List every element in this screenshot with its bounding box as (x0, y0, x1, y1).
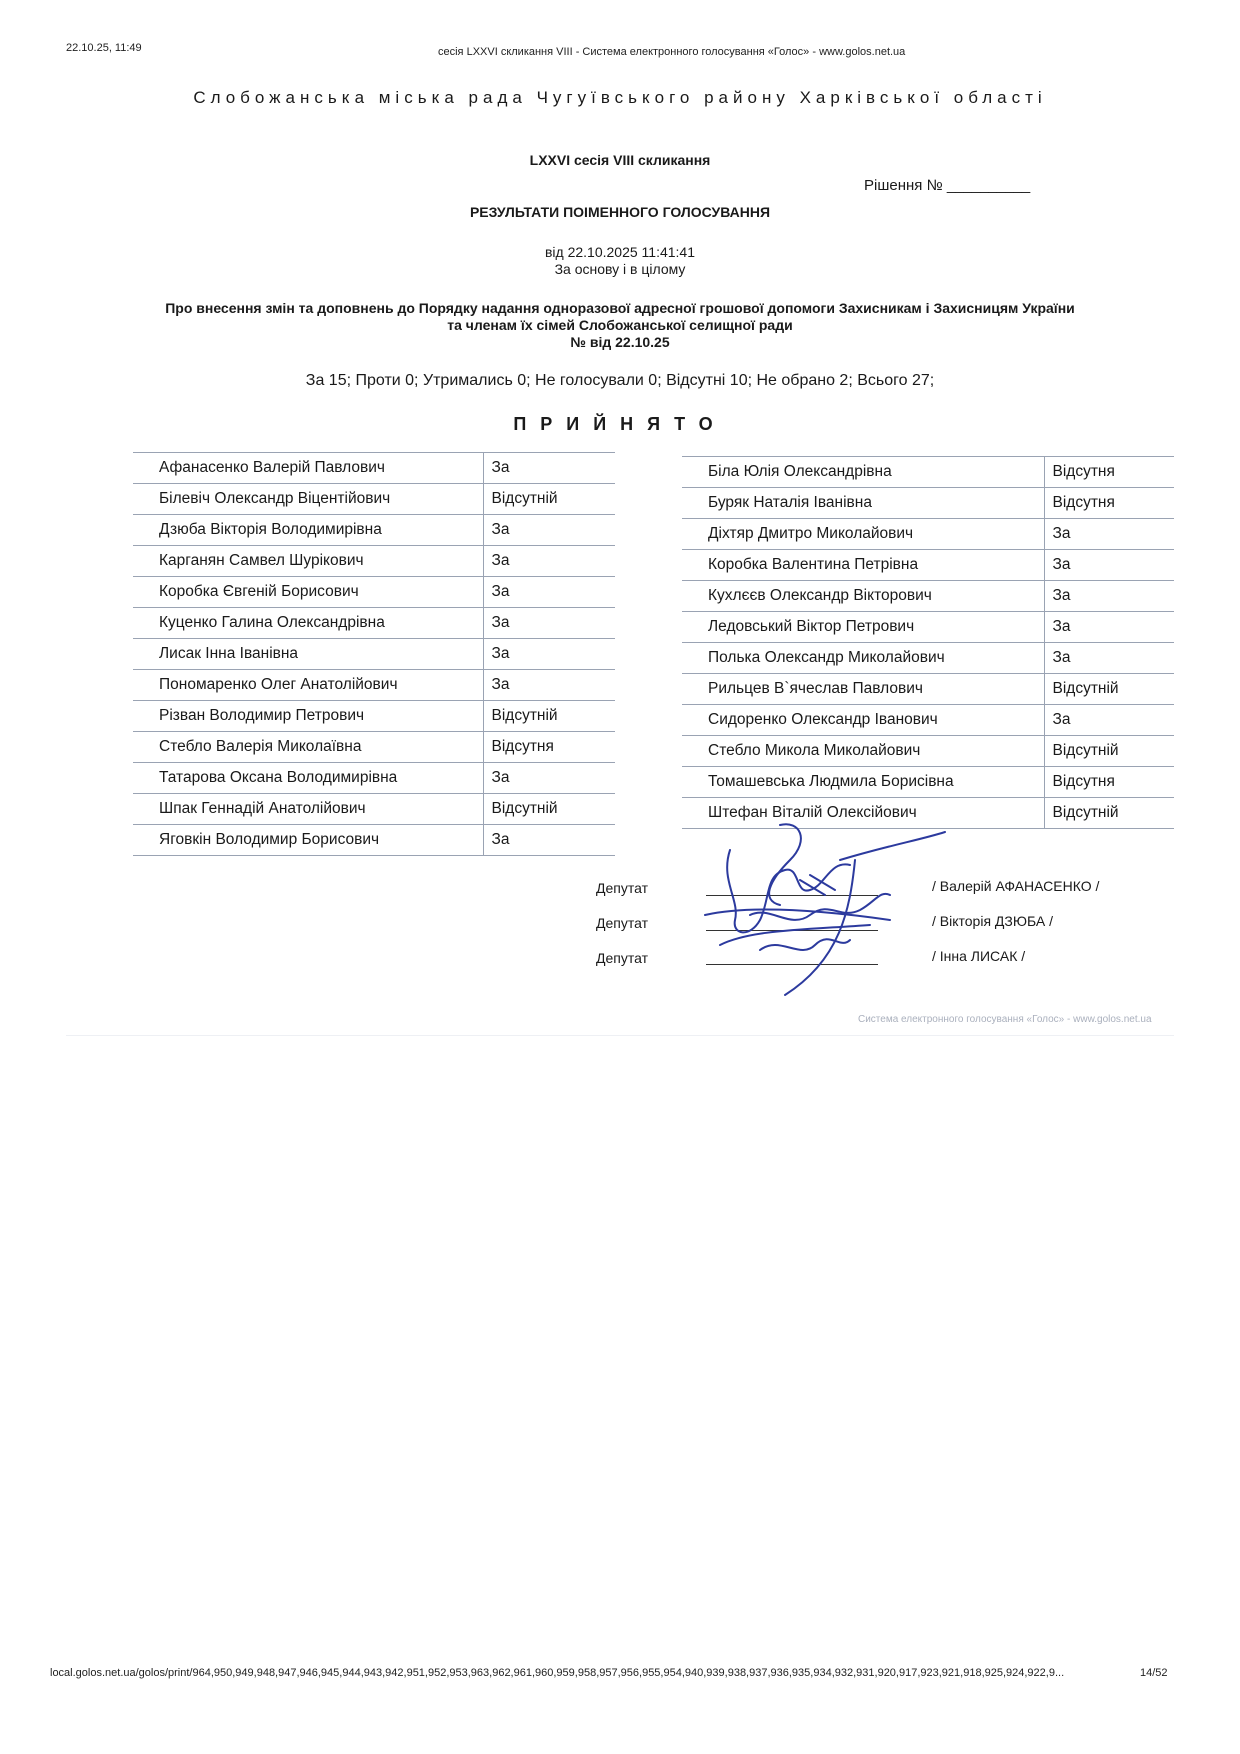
vote-status: За (1044, 550, 1174, 581)
deputy-name: Шпак Геннадій Анатолійович (133, 794, 483, 825)
vote-status: Відсутній (1044, 674, 1174, 705)
results-title: РЕЗУЛЬТАТИ ПОІМЕННОГО ГОЛОСУВАННЯ (469, 204, 771, 220)
vote-status: Відсутній (1044, 798, 1174, 829)
deputy-name: Татарова Оксана Володимирівна (133, 763, 483, 794)
deputy-name: Лисак Інна Іванівна (133, 639, 483, 670)
vote-status: За (483, 670, 615, 701)
vote-row (133, 794, 615, 825)
vote-row (682, 736, 1174, 767)
deputy-name: Афанасенко Валерій Павлович (133, 453, 483, 484)
vote-row (133, 763, 615, 794)
decision-number: Рішення № __________ (864, 177, 1031, 194)
deputy-name: Біла Юлія Олександрівна (682, 457, 1044, 488)
deputy-name: Стебло Валерія Миколаївна (133, 732, 483, 763)
vote-status: Відсутня (483, 732, 615, 763)
vote-row (133, 484, 615, 515)
vote-date: від 22.10.2025 11:41:41 (544, 244, 696, 260)
vote-result: ПРИЙНЯТО (513, 414, 727, 434)
vote-row (682, 550, 1174, 581)
deputy-name: Томашевська Людмила Борисівна (682, 767, 1044, 798)
vote-status: Відсутня (1044, 767, 1174, 798)
deputy-name-2: / Вікторія ДЗЮБА / (932, 913, 1053, 929)
deputy-name: Штефан Віталій Олексійович (682, 798, 1044, 829)
vote-status: Відсутній (483, 484, 615, 515)
deputy-name: Буряк Наталія Іванівна (682, 488, 1044, 519)
vote-status: За (483, 453, 615, 484)
vote-summary: За 15; Проти 0; Утримались 0; Не голосували 0; Відсутні 10; Не обрано 2; Всього 27; (305, 372, 935, 389)
vote-row (133, 639, 615, 670)
vote-row (682, 643, 1174, 674)
system-footer: Система електронного голосування «Голос» - www.golos.net.ua (858, 1014, 1152, 1025)
deputy-name: Пономаренко Олег Анатолійович (133, 670, 483, 701)
vote-basis: За основу і в цілому (554, 261, 686, 277)
print-page-title: сесія LXXVI скликання VIII - Система електронного голосування «Голос» - www.golos.net.ua (438, 46, 906, 58)
session-title: LXXVI сесія VIII скликання (529, 152, 711, 168)
vote-row (133, 608, 615, 639)
deputy-name: Різван Володимир Петрович (133, 701, 483, 732)
vote-status: За (483, 515, 615, 546)
vote-row (682, 581, 1174, 612)
print-url: local.golos.net.ua/golos/print/964,950,949,948,947,946,945,944,943,942,951,952,953,963,962,961,960,959,958,957,956,955,954,940,939,938,937,936,935,934,932,931,920,917,923,921,918,925,924,922,9... (50, 1667, 1065, 1679)
vote-status: За (483, 577, 615, 608)
vote-status: За (1044, 705, 1174, 736)
deputy-name: Дзюба Вікторія Володимирівна (133, 515, 483, 546)
deputy-name: Куценко Галина Олександрівна (133, 608, 483, 639)
vote-status: За (1044, 643, 1174, 674)
vote-row (133, 577, 615, 608)
deputy-name: Коробка Євгеній Борисович (133, 577, 483, 608)
vote-status: Відсутній (483, 794, 615, 825)
vote-row (133, 670, 615, 701)
vote-status: За (483, 763, 615, 794)
vote-status: Відсутній (1044, 736, 1174, 767)
deputy-name: Стебло Микола Миколайович (682, 736, 1044, 767)
vote-row (682, 457, 1174, 488)
subject-line-3: № від 22.10.25 (570, 334, 670, 350)
deputy-name-1: / Валерій АФАНАСЕНКО / (932, 878, 1100, 894)
subject-line-1: Про внесення змін та доповнень до Порядку надання одноразової адресної грошової допомоги Захисникам і Захисницям України (165, 300, 1075, 316)
vote-row (682, 519, 1174, 550)
deputy-name: Рильцев В`ячеслав Павлович (682, 674, 1044, 705)
vote-row (682, 674, 1174, 705)
vote-status: Відсутній (483, 701, 615, 732)
deputy-label-1: Депутат (596, 880, 648, 896)
footer-divider (66, 1035, 1174, 1036)
deputy-name-3: / Інна ЛИСАК / (932, 948, 1026, 964)
deputy-name: Яговкін Володимир Борисович (133, 825, 483, 856)
print-datetime: 22.10.25, 11:49 (66, 42, 142, 54)
vote-status: Відсутня (1044, 488, 1174, 519)
deputy-name: Ледовський Віктор Петрович (682, 612, 1044, 643)
vote-row (133, 546, 615, 577)
deputy-name: Кухлєєв Олександр Вікторович (682, 581, 1044, 612)
deputy-name: Карганян Самвел Шурікович (133, 546, 483, 577)
council-name: Слобожанська міська рада Чугуївського району Харківської області (193, 88, 1047, 107)
vote-status: За (1044, 581, 1174, 612)
deputy-name: Коробка Валентина Петрівна (682, 550, 1044, 581)
vote-status: За (1044, 612, 1174, 643)
vote-row (682, 705, 1174, 736)
vote-table-right (682, 456, 1174, 829)
vote-status: За (483, 608, 615, 639)
vote-row (682, 612, 1174, 643)
vote-status: За (1044, 519, 1174, 550)
vote-row (133, 732, 615, 763)
vote-table-left (133, 452, 615, 856)
deputy-label-2: Депутат (596, 915, 648, 931)
deputy-name: Білевіч Олександр Віцентійович (133, 484, 483, 515)
page-number: 14/52 (1140, 1667, 1168, 1679)
vote-status: За (483, 546, 615, 577)
subject-line-2: та членам їх сімей Слобожанської селищної ради (447, 317, 793, 333)
deputy-name: Сидоренко Олександр Іванович (682, 705, 1044, 736)
vote-status: За (483, 639, 615, 670)
vote-row (682, 767, 1174, 798)
vote-row (682, 488, 1174, 519)
vote-status: За (483, 825, 615, 856)
vote-row (133, 453, 615, 484)
vote-row (133, 825, 615, 856)
vote-status: Відсутня (1044, 457, 1174, 488)
vote-row (133, 701, 615, 732)
vote-row (133, 515, 615, 546)
deputy-label-3: Депутат (596, 950, 648, 966)
handwritten-signatures (690, 820, 950, 1000)
deputy-name: Полька Олександр Миколайович (682, 643, 1044, 674)
deputy-name: Діхтяр Дмитро Миколайович (682, 519, 1044, 550)
